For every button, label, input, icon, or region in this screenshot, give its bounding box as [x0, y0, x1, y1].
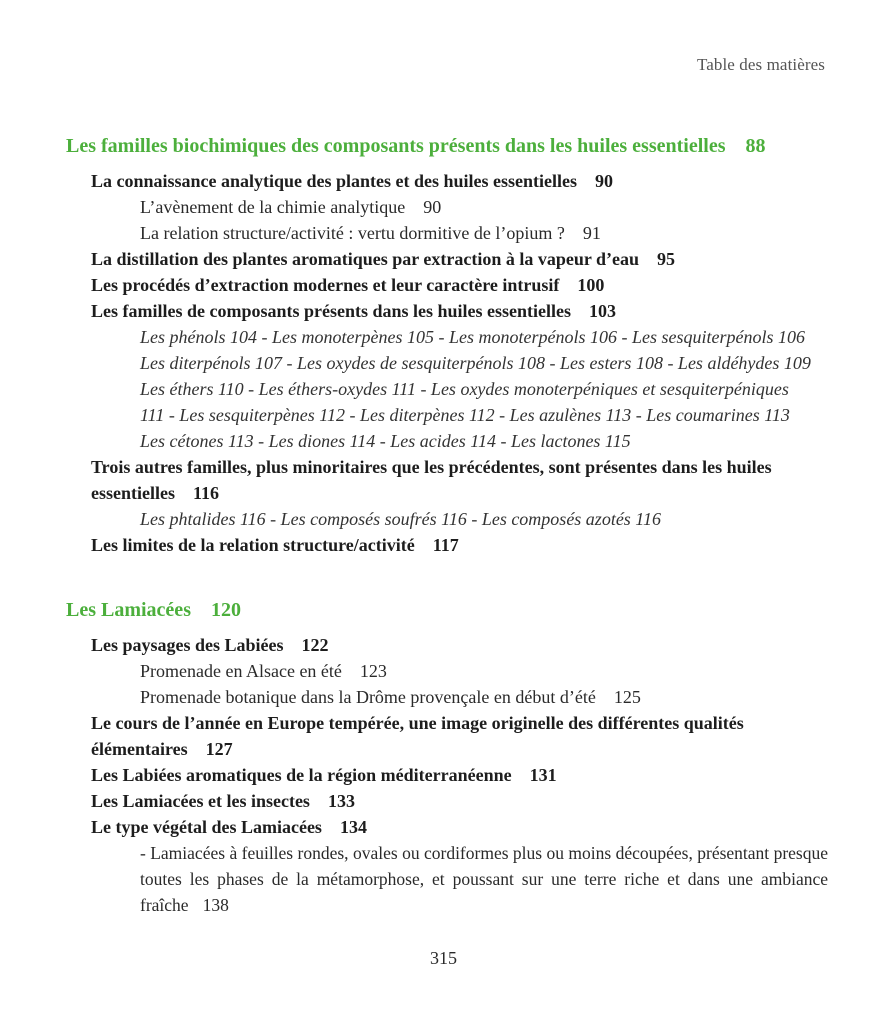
toc-page-number: 90 — [423, 197, 442, 217]
toc-compound-list — [0, 506, 887, 532]
toc-entry-title: Promenade en Alsace en été — [140, 661, 342, 681]
toc-subsection-entry[interactable] — [140, 194, 828, 220]
toc-page-number: 134 — [339, 817, 367, 837]
toc-chapter-entry[interactable] — [91, 454, 827, 506]
toc-subsection-entry[interactable] — [140, 220, 828, 246]
toc-chapter-entry[interactable] — [91, 246, 827, 272]
toc-subsection-entry[interactable] — [140, 684, 828, 710]
toc-page-number: 120 — [210, 599, 241, 621]
toc-compound-list — [0, 324, 887, 454]
toc-part-heading[interactable] — [66, 132, 831, 160]
toc-compound-line: 111 - Les sesquiterpènes 112 - Les diterpènes 112 - Les azulènes 113 - Les coumarines 113 — [140, 405, 790, 425]
toc-entry-title: Les limites de la relation structure/activité — [91, 535, 415, 555]
toc-chapter-entry[interactable] — [91, 532, 827, 558]
toc-part-title: Les Lamiacées — [66, 599, 191, 621]
page-number-folio: 315 — [430, 948, 457, 968]
table-of-contents — [0, 132, 887, 918]
toc-chapter-entry[interactable] — [91, 814, 827, 840]
toc-entry-title: Promenade botanique dans la Drôme provençale en début d’été — [140, 687, 596, 707]
toc-entry-title: - Lamiacées à feuilles rondes, ovales ou cordiformes plus ou moins découpées, présentant presque toutes les phases de la métamorphose, et poussant sur une terre riche et dans une ambiance fraîche — [140, 843, 828, 915]
toc-chapter-entry[interactable] — [91, 298, 827, 324]
toc-chapter-entry[interactable] — [91, 272, 827, 298]
toc-chapter-entry[interactable] — [91, 710, 827, 762]
toc-compound-line: Les diterpénols 107 - Les oxydes de sesquiterpénols 108 - Les esters 108 - Les aldéhydes 109 — [140, 353, 811, 373]
toc-compound-line: Les phénols 104 - Les monoterpènes 105 - Les monoterpénols 106 - Les sesquiterpénols 106 — [140, 327, 805, 347]
toc-chapter-entry[interactable] — [91, 168, 827, 194]
toc-chapter-entry[interactable] — [91, 788, 827, 814]
toc-page-number: 103 — [589, 301, 617, 321]
running-head: Table des matières — [696, 55, 825, 74]
toc-entry-title: Les paysages des Labiées — [91, 635, 284, 655]
toc-entry-title: Le cours de l’année en Europe tempérée, une image originelle des différentes qualités élémentaires — [91, 713, 744, 759]
toc-entry-title: Les Lamiacées et les insectes — [91, 791, 310, 811]
toc-page-number: 127 — [205, 739, 233, 759]
toc-part-heading[interactable] — [66, 596, 831, 624]
toc-entry-title: L’avènement de la chimie analytique — [140, 197, 406, 217]
toc-chapter-entry[interactable] — [91, 762, 827, 788]
toc-entry-title: Les procédés d’extraction modernes et leur caractère intrusif — [91, 275, 560, 295]
toc-entry-title: Les familles de composants présents dans les huiles essentielles — [91, 301, 572, 321]
toc-subsection-entry[interactable] — [140, 840, 828, 918]
toc-page-number: 125 — [613, 687, 641, 707]
toc-entry-title: La relation structure/activité : vertu dormitive de l’opium ? — [140, 223, 565, 243]
toc-entry-title: Trois autres familles, plus minoritaires que les précédentes, sont présentes dans les huiles essentielles — [91, 457, 772, 503]
toc-page-number: 88 — [745, 135, 766, 157]
toc-entry-title: La connaissance analytique des plantes et des huiles essentielles — [91, 171, 578, 191]
toc-entry-title: Le type végétal des Lamiacées — [91, 817, 322, 837]
toc-page-number: 100 — [577, 275, 605, 295]
toc-part-title: Les familles biochimiques des composants présents dans les huiles essentielles — [66, 135, 726, 157]
toc-page-number: 91 — [582, 223, 601, 243]
toc-page-number: 138 — [202, 895, 229, 915]
toc-page-number: 122 — [301, 635, 329, 655]
toc-subsection-entry[interactable] — [140, 658, 828, 684]
toc-page-number: 131 — [529, 765, 557, 785]
toc-entry-title: Les Labiées aromatiques de la région méditerranéenne — [91, 765, 512, 785]
toc-compound-line: Les cétones 113 - Les diones 114 - Les acides 114 - Les lactones 115 — [140, 431, 631, 451]
toc-chapter-entry[interactable] — [91, 632, 827, 658]
toc-page-number: 116 — [192, 483, 219, 503]
toc-page-number: 133 — [327, 791, 355, 811]
toc-page-number: 90 — [595, 171, 614, 191]
toc-compound-line: Les phtalides 116 - Les composés soufrés 116 - Les composés azotés 116 — [140, 509, 661, 529]
toc-compound-line: Les éthers 110 - Les éthers-oxydes 111 - Les oxydes monoterpéniques et sesquiterpéniques — [140, 379, 789, 399]
toc-page-number: 123 — [359, 661, 387, 681]
section-spacer — [0, 558, 887, 596]
toc-page-number: 117 — [432, 535, 459, 555]
toc-page-number: 95 — [657, 249, 676, 269]
toc-entry-title: La distillation des plantes aromatiques par extraction à la vapeur d’eau — [91, 249, 640, 269]
